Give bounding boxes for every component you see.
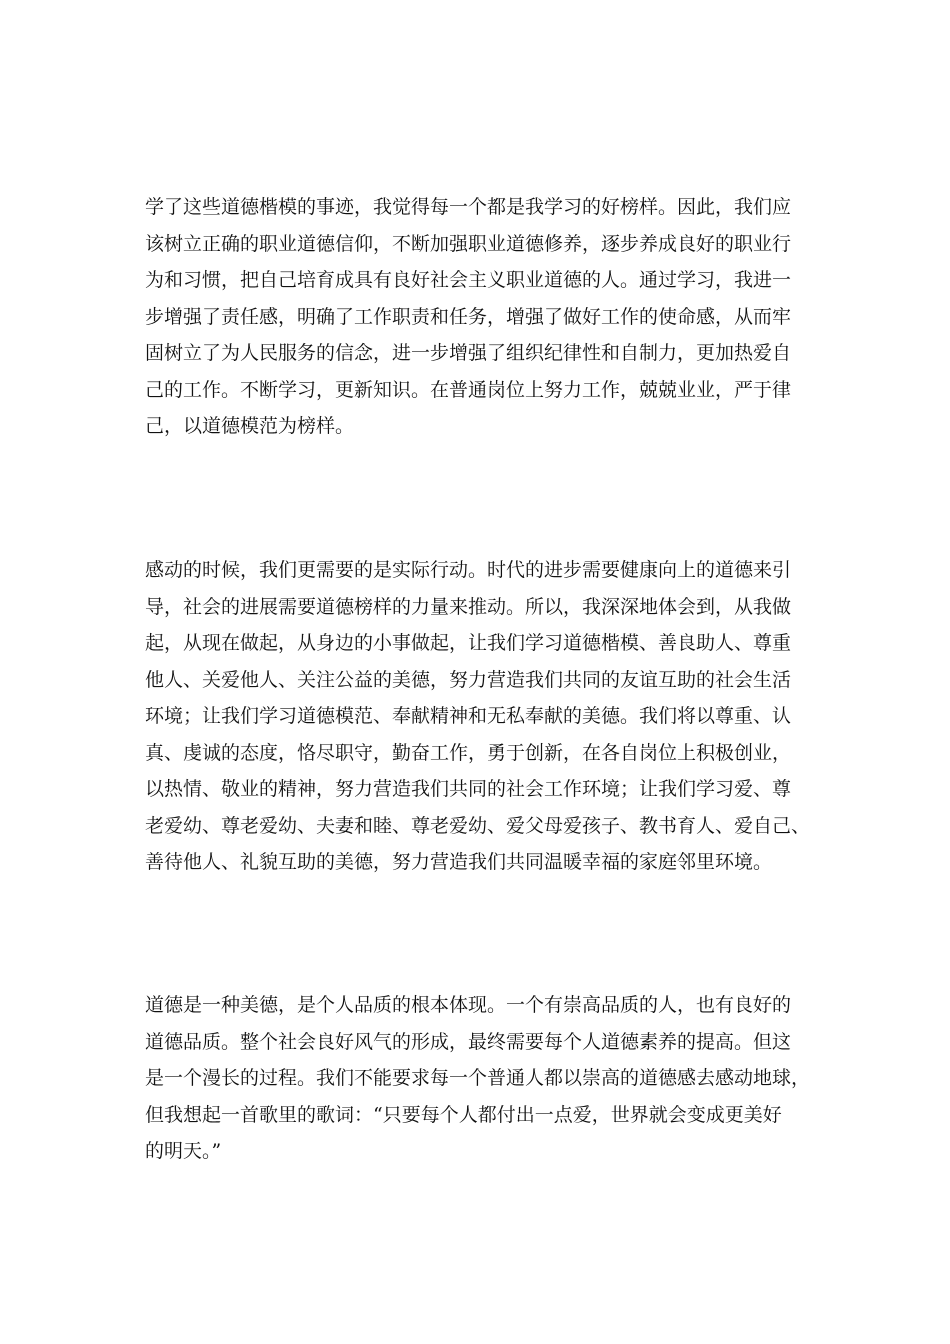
text-line: 是一个漫长的过程。我们不能要求每一个普通人都以崇高的道德感去感动地球， <box>145 1067 811 1089</box>
text-line: 该树立正确的职业道德信仰，不断加强职业道德修养，逐步养成良好的职业行 <box>145 232 792 255</box>
text-line: 道德是一种美德，是个人品质的根本体现。一个有崇高品质的人，也有良好的 <box>145 994 792 1016</box>
paragraph-2 <box>145 552 825 881</box>
text-line: 环境；让我们学习道德模范、奉献精神和无私奉献的美德。我们将以尊重、认 <box>145 705 792 727</box>
text-line: 学了这些道德楷模的事迹，我觉得每一个都是我学习的好榜样。因此，我们应 <box>145 196 792 218</box>
text-line: 步增强了责任感，明确了工作职责和任务，增强了做好工作的使命感，从而牢 <box>145 305 792 328</box>
text-line: 感动的时候，我们更需要的是实际行动。时代的进步需要健康向上的道德来引 <box>145 559 792 581</box>
paragraph-3 <box>145 987 825 1170</box>
paragraph-1 <box>145 189 825 445</box>
text-line: 己，以道德模范为榜样。 <box>145 415 355 437</box>
text-line: 道德品质。整个社会良好风气的形成，最终需要每个人道德素养的提高。但这 <box>145 1030 792 1053</box>
text-line: 固树立了为人民服务的信念，进一步增强了组织纪律性和自制力，更加热爱自 <box>145 342 792 364</box>
text-line: 为和习惯，把自己培育成具有良好社会主义职业道德的人。通过学习，我进一 <box>145 269 792 291</box>
text-line: 真、虔诚的态度，恪尽职守，勤奋工作，勇于创新，在各自岗位上积极创业， <box>145 741 792 764</box>
text-line: 以热情、敬业的精神，努力营造我们共同的社会工作环境；让我们学习爱、尊 <box>145 778 792 800</box>
text-line: 善待他人、礼貌互助的美德，努力营造我们共同温暖幸福的家庭邻里环境。 <box>145 851 773 873</box>
text-line: 己的工作。不断学习，更新知识。在普通岗位上努力工作，兢兢业业，严于律 <box>145 378 792 401</box>
text-line: 但我想起一首歌里的歌词：“只要每个人都付出一点爱，世界就会变成更美好 <box>145 1103 782 1126</box>
text-line: 导，社会的进展需要道德榜样的力量来推动。所以，我深深地体会到，从我做 <box>145 595 792 618</box>
text-line: 老爱幼、尊老爱幼、夫妻和睦、尊老爱幼、爱父母爱孩子、教书育人、爱自己、 <box>145 814 811 837</box>
text-line: 他人、关爱他人、关注公益的美德，努力营造我们共同的友谊互助的社会生活 <box>145 668 792 691</box>
text-line: 的明天。” <box>145 1140 222 1162</box>
text-line: 起，从现在做起，从身边的小事做起，让我们学习道德楷模、善良助人、尊重 <box>145 632 792 654</box>
